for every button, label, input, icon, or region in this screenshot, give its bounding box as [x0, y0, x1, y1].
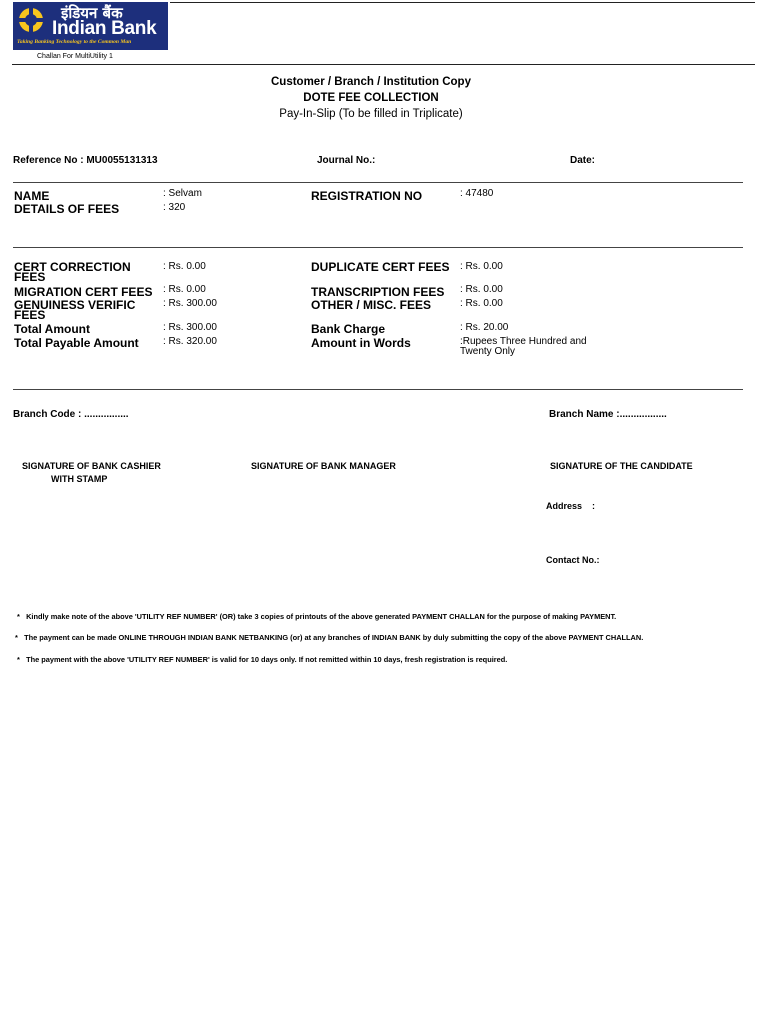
challan-label: Challan For MultiUtility 1: [37, 53, 113, 60]
candidate-signature-label: SIGNATURE OF THE CANDIDATE: [550, 461, 693, 471]
cashier-signature-label: SIGNATURE OF BANK CASHIER: [22, 461, 161, 471]
amount-words-label: Amount in Words: [311, 336, 411, 350]
transcription-label: TRANSCRIPTION FEES: [311, 285, 445, 299]
top-rule: [170, 2, 755, 3]
bullet: *: [17, 655, 20, 664]
cert-correction-label: CERT CORRECTION FEES: [14, 260, 131, 284]
date-field: Date:: [570, 155, 596, 166]
collection-title: DOTE FEE COLLECTION: [303, 92, 439, 104]
copy-title: Customer / Branch / Institution Copy: [271, 76, 471, 88]
bank-charge-value: : Rs. 20.00: [460, 322, 509, 333]
journal-no: Journal No.:: [317, 155, 376, 166]
bullet: *: [17, 612, 20, 621]
migration-label: MIGRATION CERT FEES: [14, 285, 153, 299]
note-item: [17, 655, 507, 664]
logo-tagline: Taking Banking Technology to the Common Man: [17, 39, 132, 45]
genuiness-value: : Rs. 300.00: [163, 298, 217, 309]
note-text: Kindly make note of the above 'UTILITY REF NUMBER' (OR) take 3 copies of printouts of the above generated PAYMENT CHALLAN for the purpose of making PAYMENT.: [26, 612, 617, 621]
contact-label: Contact No.:: [546, 555, 600, 565]
branch-name: Branch Name :.................: [549, 409, 667, 420]
divider: [13, 182, 743, 183]
divider: [13, 389, 743, 390]
other-misc-value: : Rs. 0.00: [460, 298, 503, 309]
note-item: [17, 612, 616, 621]
migration-value: : Rs. 0.00: [163, 284, 206, 295]
cert-correction-value: : Rs. 0.00: [163, 261, 206, 272]
reference-no: Reference No : MU0055131313: [13, 155, 158, 166]
branch-code: Branch Code : ................: [13, 409, 129, 420]
total-payable-label: Total Payable Amount: [14, 336, 139, 350]
note-item: [15, 633, 643, 642]
address-label: Address :: [546, 501, 596, 511]
details-label: DETAILS OF FEES: [14, 202, 120, 216]
divider: [13, 247, 743, 248]
logo-name: Indian Bank: [52, 18, 157, 39]
manager-signature-label: SIGNATURE OF BANK MANAGER: [251, 461, 396, 471]
other-misc-label: OTHER / MISC. FEES: [311, 298, 432, 312]
bank-emblem-icon: [16, 6, 46, 34]
logo-hindi-text: इंडियन बैंक: [61, 4, 123, 22]
note-text: The payment can be made ONLINE THROUGH INDIAN BANK NETBANKING (or) at any branches of INDIAN BANK by duly submitting the copy of the above PAYMENT CHALLAN.: [24, 633, 644, 642]
duplicate-cert-label: DUPLICATE CERT FEES: [311, 260, 450, 274]
total-payable-value: : Rs. 320.00: [163, 336, 217, 347]
name-value: : Selvam: [163, 188, 202, 199]
total-amount-label: Total Amount: [14, 322, 90, 336]
genuiness-label: GENUINESS VERIFIC FEES: [14, 298, 136, 322]
registration-label: REGISTRATION NO: [311, 189, 423, 203]
indian-bank-logo: [13, 2, 168, 50]
note-text: The payment with the above 'UTILITY REF NUMBER' is valid for 10 days only. If not remitted within 10 days, fresh registration is required.: [26, 655, 508, 664]
duplicate-cert-value: : Rs. 0.00: [460, 261, 503, 272]
registration-value: : 47480: [460, 188, 494, 199]
slip-note: Pay-In-Slip (To be filled in Triplicate): [279, 108, 463, 120]
cashier-stamp-label: WITH STAMP: [51, 474, 108, 484]
details-value: : 320: [163, 202, 186, 213]
bank-charge-label: Bank Charge: [311, 322, 386, 336]
transcription-value: : Rs. 0.00: [460, 284, 503, 295]
bullet: *: [15, 633, 18, 642]
total-amount-value: : Rs. 300.00: [163, 322, 217, 333]
name-label: NAME: [14, 189, 50, 203]
amount-words-value: :Rupees Three Hundred and Twenty Only: [460, 336, 587, 357]
header-rule: [12, 64, 755, 65]
